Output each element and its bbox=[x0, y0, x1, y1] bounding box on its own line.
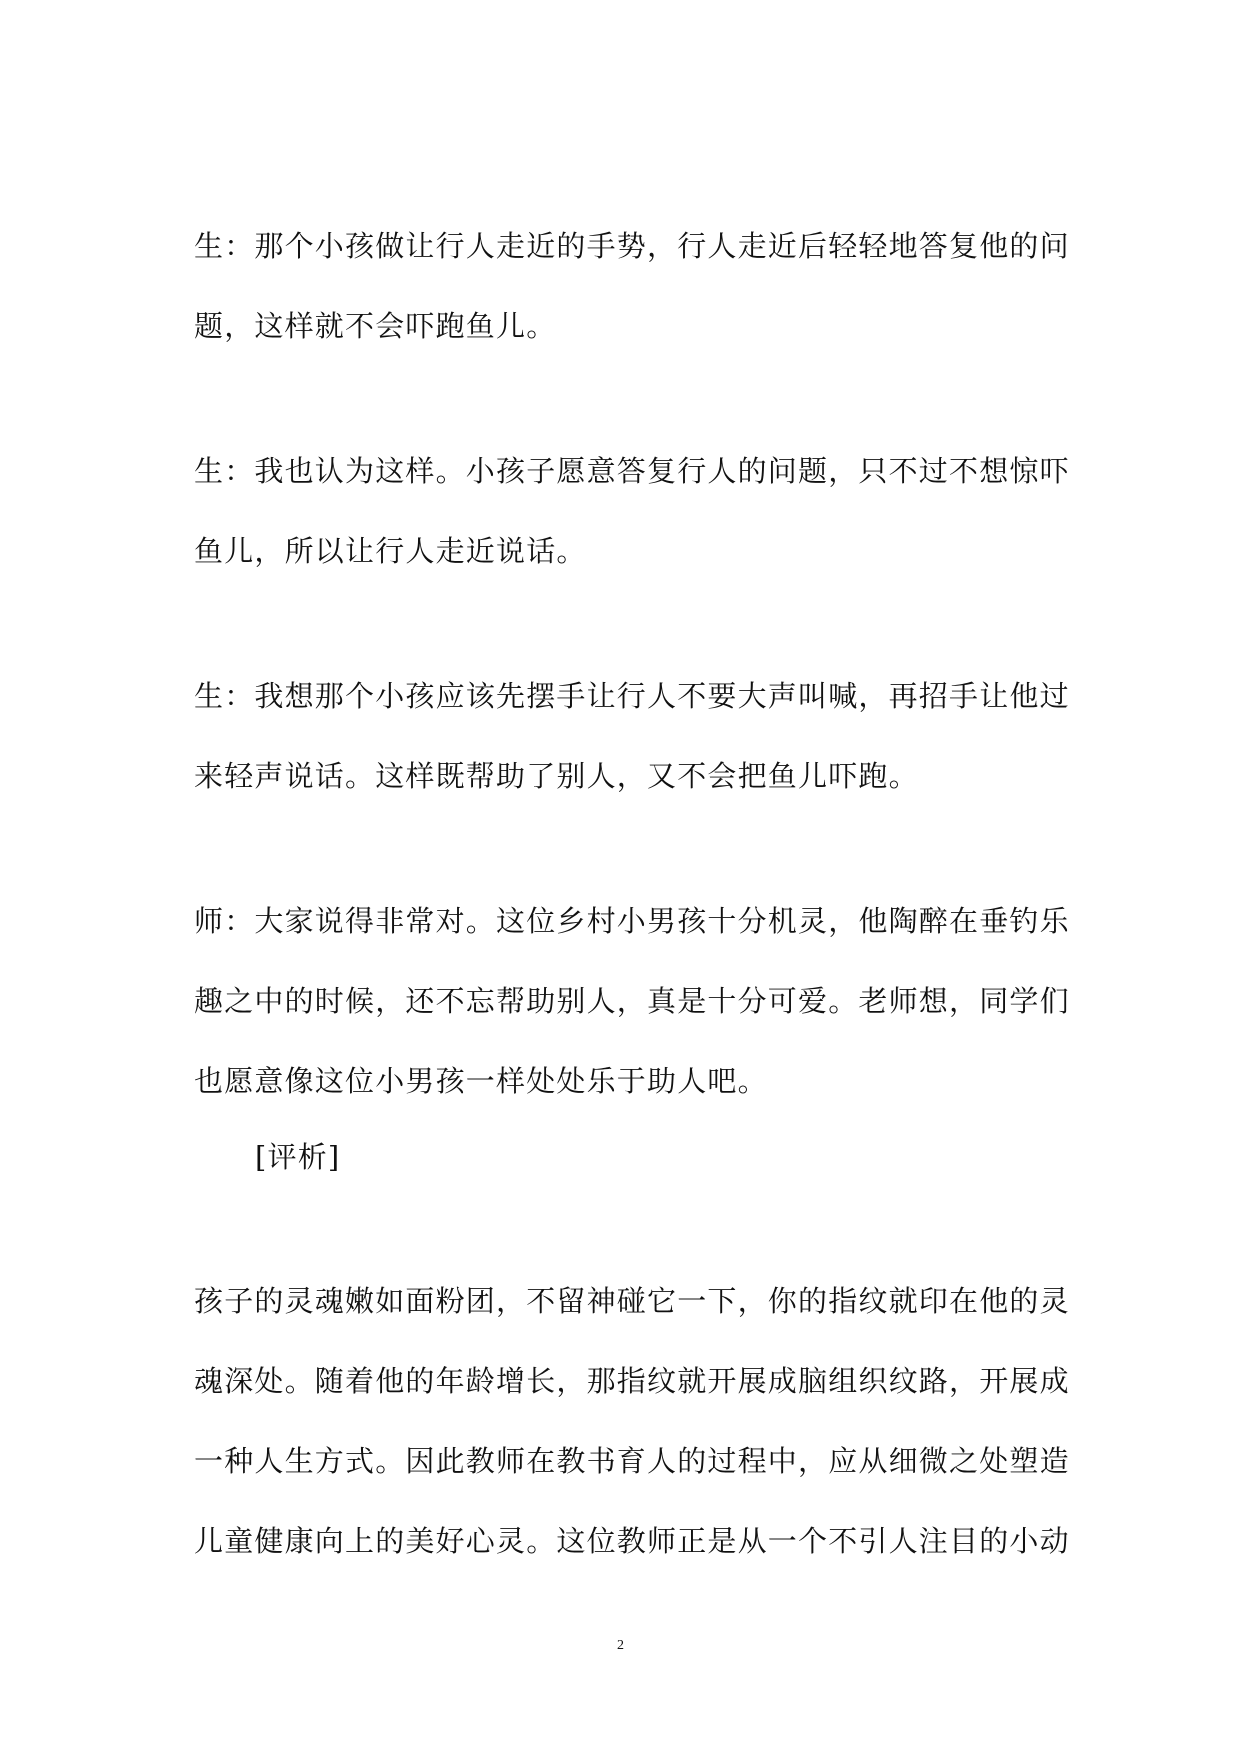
text-line: 生：那个小孩做让行人走近的手势，行人走近后轻轻地答复他的问 bbox=[194, 229, 1070, 263]
text-line: 来轻声说话。这样既帮助了别人，又不会把鱼儿吓跑。 bbox=[194, 759, 919, 793]
text-line: 儿童健康向上的美好心灵。这位教师正是从一个不引人注目的小动 bbox=[194, 1524, 1070, 1558]
text-line: 孩子的灵魂嫩如面粉团，不留神碰它一下，你的指纹就印在他的灵 bbox=[194, 1284, 1070, 1318]
text-line: 也愿意像这位小男孩一样处处乐于助人吧。 bbox=[194, 1064, 768, 1098]
text-line: 生：我也认为这样。小孩子愿意答复行人的问题，只不过不想惊吓 bbox=[194, 454, 1070, 488]
text-line: 题，这样就不会吓跑鱼儿。 bbox=[194, 309, 557, 343]
text-line: 一种人生方式。因此教师在教书育人的过程中，应从细微之处塑造 bbox=[194, 1444, 1070, 1478]
text-line: 鱼儿，所以让行人走近说话。 bbox=[194, 534, 587, 568]
section-heading: [评析] bbox=[255, 1140, 341, 1174]
text-line: 趣之中的时候，还不忘帮助别人，真是十分可爱。老师想，同学们 bbox=[194, 984, 1070, 1018]
text-line: 魂深处。随着他的年龄增长，那指纹就开展成脑组织纹路，开展成 bbox=[194, 1364, 1070, 1398]
text-line: 师：大家说得非常对。这位乡村小男孩十分机灵，他陶醉在垂钓乐 bbox=[194, 904, 1070, 938]
page-number: 2 bbox=[617, 1638, 624, 1653]
text-line: 生：我想那个小孩应该先摆手让行人不要大声叫喊，再招手让他过 bbox=[194, 679, 1070, 713]
